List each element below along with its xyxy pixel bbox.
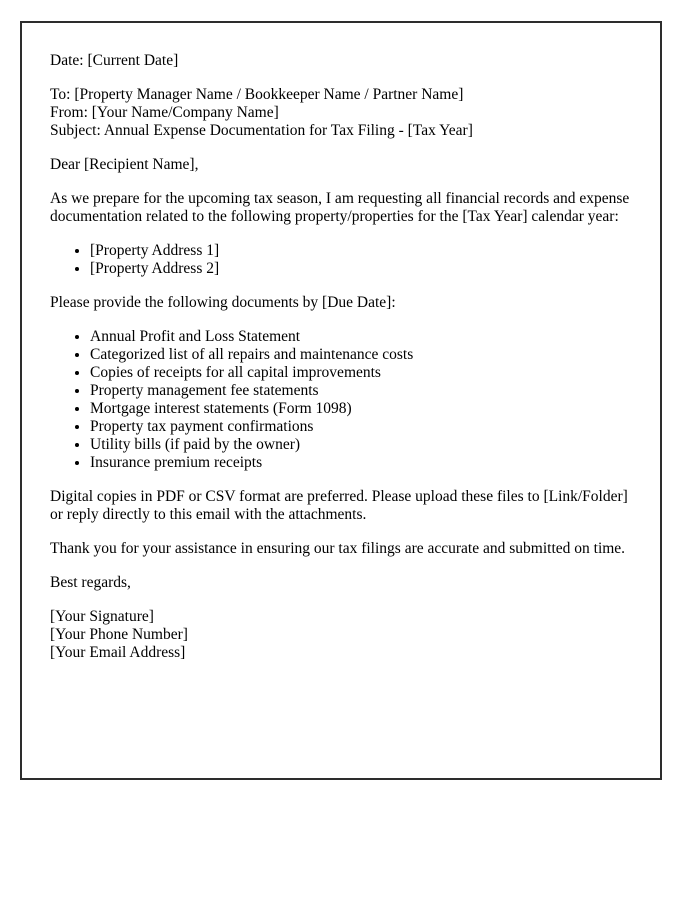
property-item: • [Property Address 2]: [90, 260, 632, 278]
documents-intro: Please provide the following documents by [Due Date]:: [50, 294, 396, 311]
document-item: • Mortgage interest statements (Form 1098): [90, 400, 632, 418]
document-item: • Utility bills (if paid by the owner): [90, 436, 632, 454]
closing-line: Best regards,: [50, 574, 131, 591]
signature-phone-line: [Your Phone Number]: [50, 626, 188, 643]
document-item: • Copies of receipts for all capital improvements: [90, 364, 632, 382]
to-line: To: [Property Manager Name / Bookkeeper Name / Partner Name]: [50, 86, 464, 103]
document-item: • Insurance premium receipts: [90, 454, 632, 472]
thanks-paragraph: Thank you for your assistance in ensuring our tax filings are accurate and submitted on time.: [50, 540, 626, 557]
signature-name-line: [Your Signature]: [50, 608, 154, 625]
from-line: From: [Your Name/Company Name]: [50, 104, 279, 121]
document-item: • Annual Profit and Loss Statement: [90, 328, 632, 346]
document-list: [50, 328, 632, 472]
document-item: • Property tax payment confirmations: [90, 418, 632, 436]
date-line: Date: [Current Date]: [50, 52, 179, 69]
property-item: • [Property Address 1]: [90, 242, 632, 260]
signature-block: [50, 608, 632, 662]
subject-line: Subject: Annual Expense Documentation for Tax Filing - [Tax Year]: [50, 122, 473, 139]
letter-page: [20, 21, 662, 780]
signature-email-line: [Your Email Address]: [50, 644, 186, 661]
property-list: [50, 242, 632, 278]
salutation: Dear [Recipient Name],: [50, 156, 199, 173]
format-paragraph: Digital copies in PDF or CSV format are preferred. Please upload these files to [Link/Folder] or reply directly to this email with the attachments.: [50, 488, 628, 523]
intro-paragraph: As we prepare for the upcoming tax season, I am requesting all financial records and expense documentation related to the following property/properties for the [Tax Year] calendar year:: [50, 190, 630, 225]
document-item: • Property management fee statements: [90, 382, 632, 400]
header-block: [50, 86, 632, 140]
document-item: • Categorized list of all repairs and maintenance costs: [90, 346, 632, 364]
